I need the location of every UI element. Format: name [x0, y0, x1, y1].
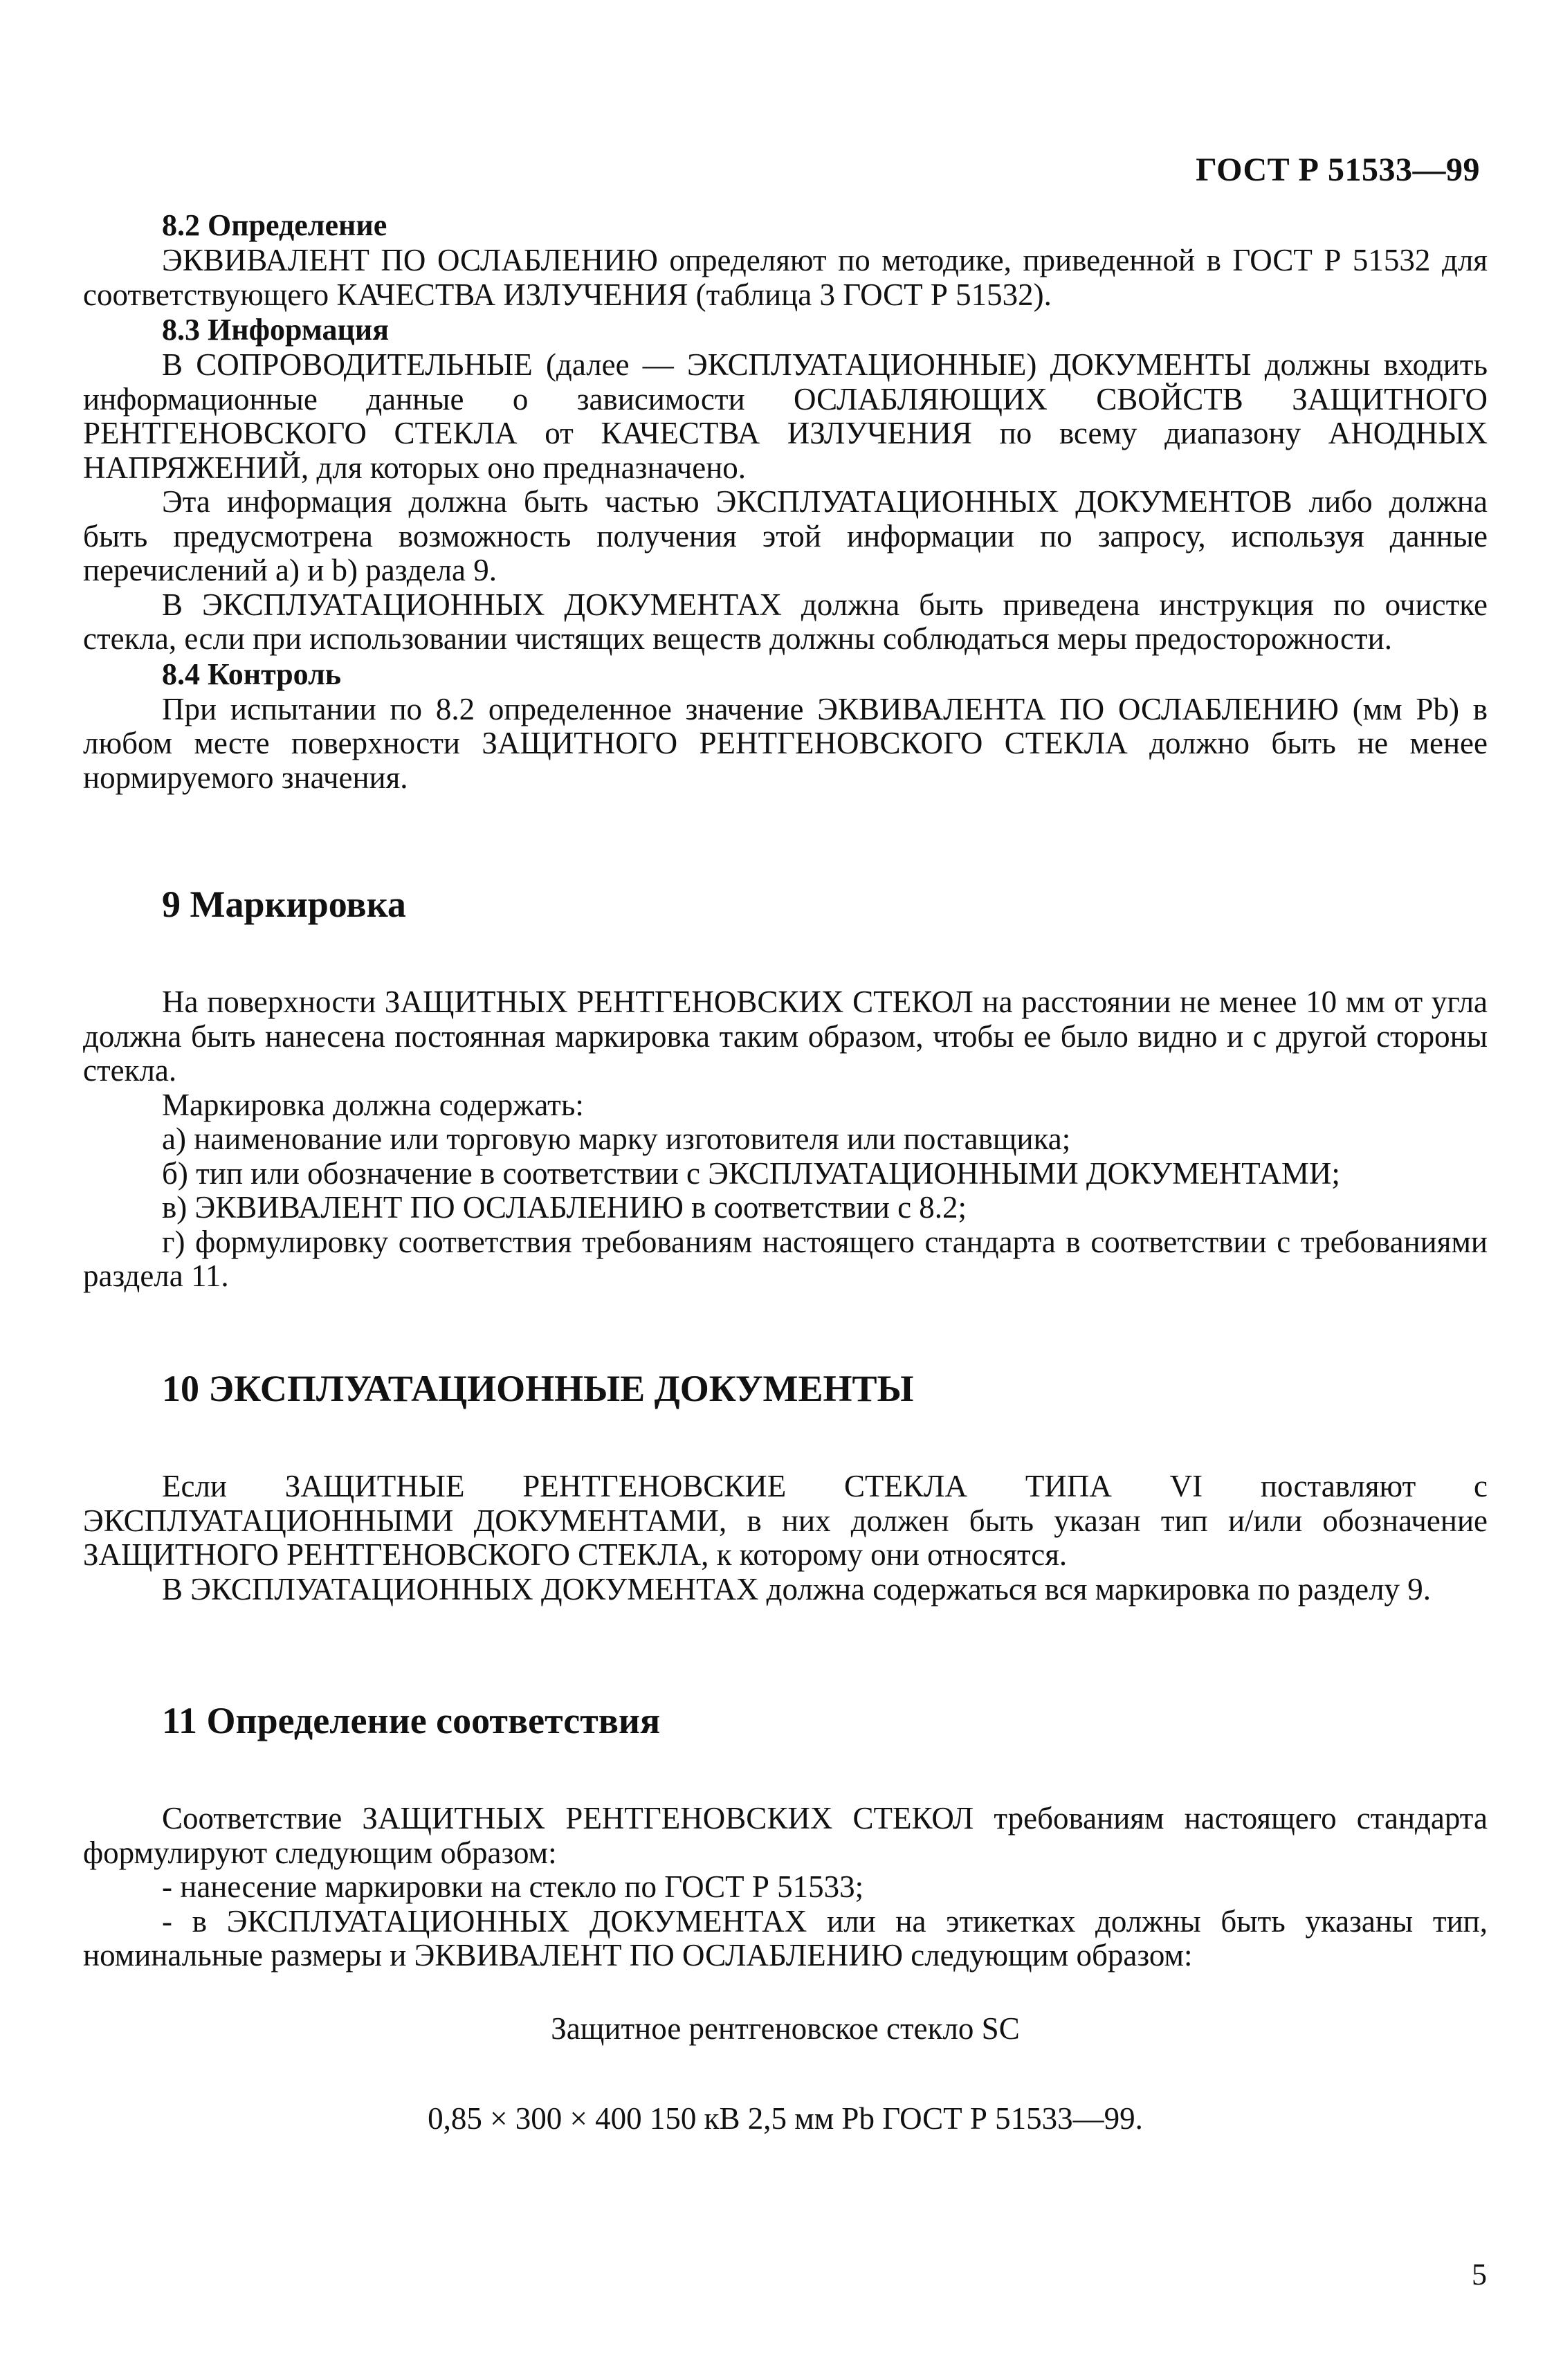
section-10	[83, 1366, 1488, 1606]
list-item: а) наименование или торговую марку изготовителя или поставщика;	[162, 1122, 1071, 1156]
section-9-paragraph-1: На поверхности ЗАЩИТНЫХ РЕНТГЕНОВСКИХ СТЕКОЛ на расстоянии не менее 10 мм от угла должна быть нанесена постоянная маркировка таким образом, чтобы ее было видно и с другой стороны стекла.	[83, 985, 1488, 1088]
designation-label: Защитное рентгеновское стекло SC	[551, 2011, 1020, 2046]
section-8-continuation	[83, 208, 1488, 795]
section-10-title: 10 ЭКСПЛУАТАЦИОННЫЕ ДОКУМЕНТЫ	[162, 1368, 914, 1409]
section-11	[83, 1699, 1488, 2136]
subsection-8-2-title: 8.2 Определение	[162, 208, 387, 242]
section-11-paragraph-1: Соответствие ЗАЩИТНЫХ РЕНТГЕНОВСКИХ СТЕКОЛ требованиям настоящего стандарта формулируют следующим образом:	[83, 1801, 1488, 1870]
page-number: 5	[1472, 2258, 1487, 2291]
section-10-paragraph-1: Если ЗАЩИТНЫЕ РЕНТГЕНОВСКИЕ СТЕКЛА ТИПА VI поставляют с ЭКСПЛУАТАЦИОННЫМИ ДОКУМЕНТАМИ, в них должен быть указан тип и/или обозначение ЗАЩИТНОГО РЕНТГЕНОВСКОГО СТЕКЛА, к которому они относятся.	[83, 1469, 1488, 1572]
section-11-title: 11 Определение соответствия	[162, 1700, 661, 1741]
subsection-8-3-paragraph-3: В ЭКСПЛУАТАЦИОННЫХ ДОКУМЕНТАХ должна быть приведена инструкция по очистке стекла, если при использовании чистящих веществ должны соблюдаться меры предосторожности.	[83, 587, 1488, 656]
subsection-8-4-text: При испытании по 8.2 определенное значение ЭКВИВАЛЕНТА ПО ОСЛАБЛЕНИЮ (мм Pb) в любом месте поверхности ЗАЩИТНОГО РЕНТГЕНОВСКОГО СТЕКЛА должно быть не менее нормируемого значения.	[83, 691, 1488, 795]
designation-example: 0,85 × 300 × 400 150 кВ 2,5 мм Pb ГОСТ Р 51533—99.	[428, 2100, 1143, 2136]
list-item: б) тип или обозначение в соответствии с ЭКСПЛУАТАЦИОННЫМИ ДОКУМЕНТАМИ;	[162, 1155, 1340, 1191]
subsection-8-3-paragraph-1: В СОПРОВОДИТЕЛЬНЫЕ (далее — ЭКСПЛУАТАЦИОННЫЕ) ДОКУМЕНТЫ должны входить информационные данные о зависимости ОСЛАБЛЯЮЩИХ СВОЙСТВ ЗАЩИТНОГО РЕНТГЕНОВСКОГО СТЕКЛА от КАЧЕСТВА ИЗЛУЧЕНИЯ по всему диапазону АНОДНЫХ НАПРЯЖЕНИЙ, для которых оно предназначено.	[83, 347, 1488, 485]
document-code-header: ГОСТ Р 51533—99	[1196, 152, 1480, 188]
section-10-paragraph-2: В ЭКСПЛУАТАЦИОННЫХ ДОКУМЕНТАХ должна содержаться вся маркировка по разделу 9.	[162, 1571, 1432, 1606]
section-9	[83, 882, 1488, 1294]
section-9-paragraph-2: Маркировка должна содержать:	[162, 1087, 584, 1122]
section-9-title: 9 Маркировка	[162, 884, 406, 925]
list-item: - нанесение маркировки на стекло по ГОСТ Р 51533;	[162, 1869, 864, 1904]
subsection-8-3-title: 8.3 Информация	[162, 313, 390, 347]
list-item: г) формулировку соответствия требованиям настоящего стандарта в соответствии с требованиями раздела 11.	[83, 1224, 1488, 1293]
subsection-8-2-text: ЭКВИВАЛЕНТ ПО ОСЛАБЛЕНИЮ определяют по методике, приведенной в ГОСТ Р 51532 для соответствующего КАЧЕСТВА ИЗЛУЧЕНИЯ (таблица 3 ГОСТ Р 51532).	[83, 243, 1488, 312]
subsection-8-3-paragraph-2: Эта информация должна быть частью ЭКСПЛУАТАЦИОННЫХ ДОКУМЕНТОВ либо должна быть предусмотрена возможность получения этой информации по запросу, используя данные перечислений а) и b) раздела 9.	[83, 484, 1488, 587]
subsection-8-4-title: 8.4 Контроль	[162, 657, 342, 691]
list-item: - в ЭКСПЛУАТАЦИОННЫХ ДОКУМЕНТАХ или на этикетках должны быть указаны тип, номинальные размеры и ЭКВИВАЛЕНТ ПО ОСЛАБЛЕНИЮ следующим образом:	[83, 1903, 1488, 1972]
list-item: в) ЭКВИВАЛЕНТ ПО ОСЛАБЛЕНИЮ в соответствии с 8.2;	[162, 1190, 967, 1225]
